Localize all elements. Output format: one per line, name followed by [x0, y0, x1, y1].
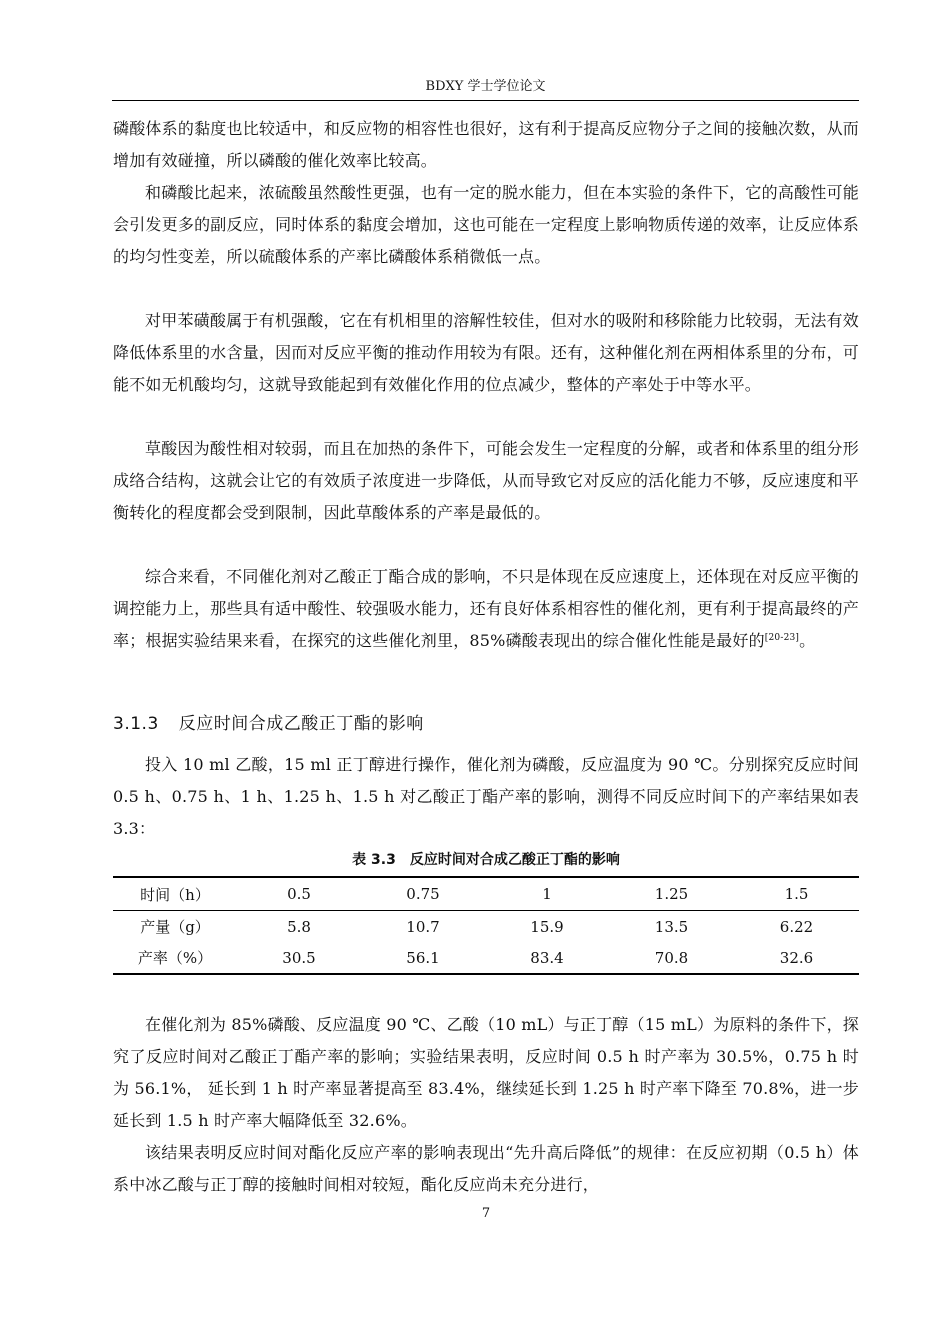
- paragraph-summary: [113, 561, 859, 657]
- section-heading: [113, 707, 424, 741]
- paragraph-sulfuric-acid: 和磷酸比起来，浓硫酸虽然酸性更强，也有一定的脱水能力，但在本实验的条件下，它的高酸性可能会引发更多的副反应，同时体系的黏度会增加，这也可能在一定程度上影响物质传递的效率，让反应体系的均匀性变差，所以硫酸体系的产率比磷酸体系稍微低一点。: [113, 183, 859, 266]
- table-cell: 70.8: [654, 948, 689, 967]
- section-number: 3.1.3: [113, 714, 159, 734]
- table-cell: 5.8: [287, 917, 311, 936]
- header-cell: 1: [485, 877, 609, 911]
- table-title: 反应时间对合成乙酸正丁酯的影响: [409, 852, 620, 868]
- table-cell: 13.5: [654, 917, 689, 936]
- running-header: BDXY 学士学位论文: [425, 79, 546, 94]
- citation-superscript: [20-23]: [764, 633, 800, 643]
- paragraph-toluenesulfonic-acid: 对甲苯磺酸属于有机强酸，它在有机相里的溶解性较佳，但对水的吸附和移除能力比较弱，无法有效降低体系里的水含量，因而对反应平衡的推动作用较为有限。还有，这种催化剂在两相体系里的分布，可能不如无机酸均匀，这就导致能起到有效催化作用的位点减少，整体的产率处于中等水平。: [113, 311, 859, 394]
- table-cell: 6.22: [779, 917, 814, 936]
- table-row-yield-rate: [113, 942, 859, 974]
- summary-end: 。: [799, 631, 816, 650]
- paragraph-conclusion: 该结果表明反应时间对酯化反应产率的影响表现出“先升高后降低”的规律：在反应初期（0.5 h）体系中冰乙酸与正丁醇的接触时间相对较短，酯化反应尚未充分进行，: [113, 1143, 859, 1194]
- header-cell: 1.5: [734, 877, 859, 911]
- paragraph-experiment-setup: 投入 10 ml 乙酸，15 ml 正丁醇进行操作，催化剂为磷酸，反应温度为 90 ℃。分别探究反应时间 0.5 h、0.75 h、1 h、1.25 h、1.5 h 对乙酸正丁酯产率的影响，测得不同反应时间下的产率结果如表 3.3：: [113, 755, 859, 838]
- header-rule: [112, 100, 859, 101]
- page-number: 7: [481, 1206, 491, 1221]
- header-cell: 0.75: [361, 877, 485, 911]
- table-row-yield-mass: [113, 911, 859, 943]
- paragraph-results: 在催化剂为 85%磷酸、反应温度 90 ℃、乙酸（10 mL）与正丁醇（15 mL）为原料的条件下，探究了反应时间对乙酸正丁酯产率的影响；实验结果表明，反应时间 0.5 h 时产率为 30.5%，0.75 h 时为 56.1%， 延长到 1 h 时产率显著提高至 83.4%，继续延长到 1.25 h 时产率下降至 70.8%，进一步延长到 1.5 h 时产率大幅降低至 32.6%。: [113, 1015, 859, 1130]
- section-title: 反应时间合成乙酸正丁酯的影响: [178, 714, 424, 734]
- table-caption: [113, 848, 859, 872]
- header-cell: 1.25: [609, 877, 734, 911]
- header-cell-label: 时间（h）: [113, 877, 237, 911]
- summary-text: 综合来看，不同催化剂对乙酸正丁酯合成的影响，不只是体现在反应速度上，还体现在对反应平衡的调控能力上，那些具有适中酸性、较强吸水能力，还有良好体系相容性的催化剂，更有利于提高最终的产率；根据实验结果来看，在探究的这些催化剂里，85%磷酸表现出的综合催化性能是最好的: [113, 567, 859, 650]
- table-cell: 56.1: [406, 948, 440, 967]
- table-cell: 10.7: [406, 917, 440, 936]
- table-cell: 32.6: [779, 948, 814, 967]
- row-label-cell: 产量（g）: [140, 918, 210, 936]
- table-number: 表 3.3: [352, 852, 396, 868]
- table-header-row: [113, 877, 859, 911]
- table-cell: 15.9: [530, 917, 564, 936]
- row-label-cell: 产率（%）: [137, 949, 213, 967]
- reaction-time-table: [113, 876, 859, 975]
- table-cell: 83.4: [530, 948, 564, 967]
- table-cell: 30.5: [282, 948, 316, 967]
- header-cell: 0.5: [237, 877, 361, 911]
- paragraph-phosphoric-viscosity: 磷酸体系的黏度也比较适中，和反应物的相容性也很好，这有利于提高反应物分子之间的接触次数，从而增加有效碰撞，所以磷酸的催化效率比较高。: [113, 119, 859, 170]
- paragraph-oxalic-acid: 草酸因为酸性相对较弱，而且在加热的条件下，可能会发生一定程度的分解，或者和体系里的组分形成络合结构，这就会让它的有效质子浓度进一步降低，从而导致它对反应的活化能力不够，反应速度和平衡转化的程度都会受到限制，因此草酸体系的产率是最低的。: [113, 439, 859, 522]
